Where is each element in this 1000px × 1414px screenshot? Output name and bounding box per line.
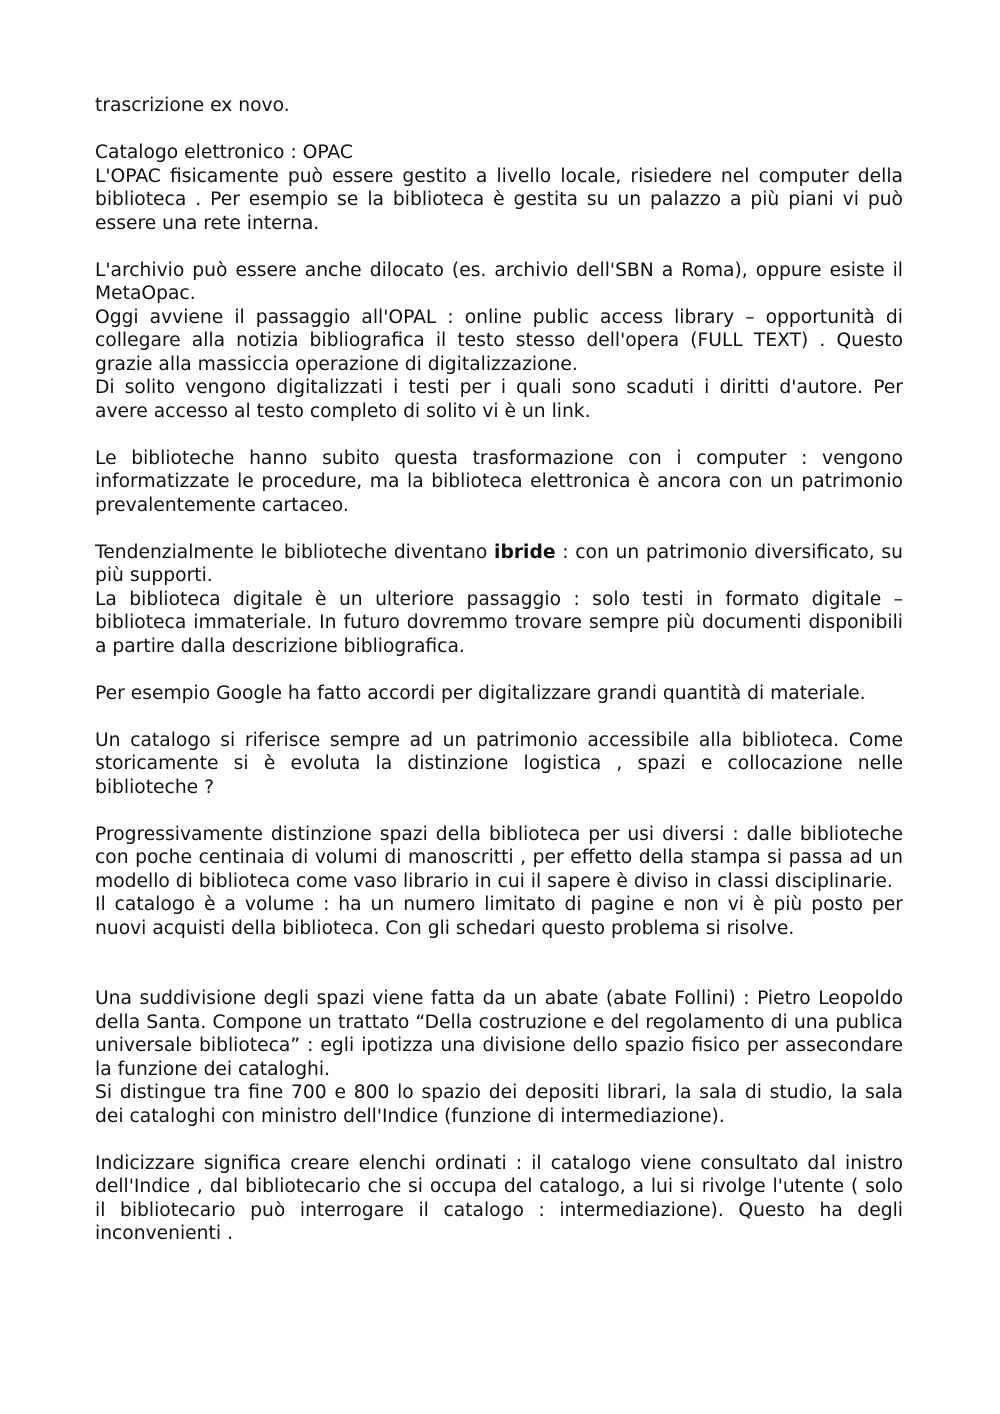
spacer bbox=[95, 118, 903, 142]
spacer bbox=[95, 423, 903, 447]
spacer bbox=[95, 705, 903, 729]
spacer bbox=[95, 658, 903, 682]
paragraph-ibride bbox=[95, 541, 903, 588]
paragraph-indicizzare: Indicizzare significa creare elenchi ordinati : il catalogo viene consultato dal inistro dell'Indice , dal bibliotecario che si occupa del catalogo, a lui si rivolge l'utente ( solo il bibliotecario può interrogare il catalogo : intermediazione). Questo ha degli inconvenienti . bbox=[95, 1152, 903, 1244]
spacer bbox=[95, 517, 903, 541]
document-page bbox=[95, 94, 903, 1246]
spacer bbox=[95, 799, 903, 823]
ibride-bold-term: ibride bbox=[494, 541, 556, 563]
ibride-text-after: : con un patrimonio diversificato, su più supporti. bbox=[95, 541, 903, 586]
paragraph-google: Per esempio Google ha fatto accordi per digitalizzare grandi quantità di materiale. bbox=[95, 682, 866, 704]
paragraph-opal: Oggi avviene il passaggio all'OPAL : online public access library – opportunità di collegare alla notizia bibliografica il testo stesso dell'opera (FULL TEXT) . Questo grazie alla massiccia operazione di digitalizzazione. bbox=[95, 306, 903, 375]
paragraph-opac: L'OPAC fisicamente può essere gestito a livello locale, risiedere nel computer della biblioteca . Per esempio se la biblioteca è gestita su un palazzo a più piani vi può essere una rete interna. bbox=[95, 165, 903, 234]
paragraph-distingue: Si distingue tra fine 700 e 800 lo spazio dei depositi librari, la sala di studio, la sala dei cataloghi con ministro dell'Indice (funzione di intermediazione). bbox=[95, 1082, 903, 1127]
ibride-text-before: Tendenzialmente le biblioteche diventano bbox=[95, 541, 495, 563]
spacer bbox=[95, 940, 903, 987]
heading-opac: Catalogo elettronico : OPAC bbox=[95, 142, 353, 163]
paragraph-intro: trascrizione ex novo. bbox=[95, 95, 290, 116]
paragraph-volume: Il catalogo è a volume : ha un numero limitato di pagine e non vi è più posto per nuovi acquisti della biblioteca. Con gli schedari questo problema si risolve. bbox=[95, 894, 903, 939]
paragraph-digitalizzati: Di solito vengono digitalizzati i testi per i quali sono scaduti i diritti d'autore. Per avere accesso al testo completo di solito vi è un link. bbox=[95, 377, 903, 422]
paragraph-progressivamente: Progressivamente distinzione spazi della biblioteca per usi diversi : dalle biblioteche con poche centinaia di volumi di manoscritti , per effetto della stampa si passa ad un modello di biblioteca come vaso librario in cui il sapere è diviso in classi disciplinarie. bbox=[95, 823, 903, 892]
spacer bbox=[95, 1128, 903, 1152]
spacer bbox=[95, 235, 903, 259]
paragraph-catalogo: Un catalogo si riferisce sempre ad un patrimonio accessibile alla biblioteca. Come storicamente si è evoluta la distinzione logistica , spazi e collocazione nelle biblioteche ? bbox=[95, 729, 903, 798]
paragraph-trasformazione: Le biblioteche hanno subito questa trasformazione con i computer : vengono informatizzate le procedure, ma la biblioteca elettronica è ancora con un patrimonio prevalentemente cartaceo. bbox=[95, 447, 903, 516]
paragraph-suddivisione: Una suddivisione degli spazi viene fatta da un abate (abate Follini) : Pietro Leopoldo della Santa. Compone un trattato “Della costruzione e del regolamento di una publica universale biblioteca” : egli ipotizza una divisione dello spazio fisico per assecondare la funzione dei cataloghi. bbox=[95, 988, 903, 1080]
paragraph-archivio: L'archivio può essere anche dilocato (es. archivio dell'SBN a Roma), oppure esiste il MetaOpac. bbox=[95, 259, 903, 304]
paragraph-digitale: La biblioteca digitale è un ulteriore passaggio : solo testi in formato digitale – biblioteca immateriale. In futuro dovremmo trovare sempre più documenti disponibili a partire dalla descrizione bibliografica. bbox=[95, 588, 903, 657]
